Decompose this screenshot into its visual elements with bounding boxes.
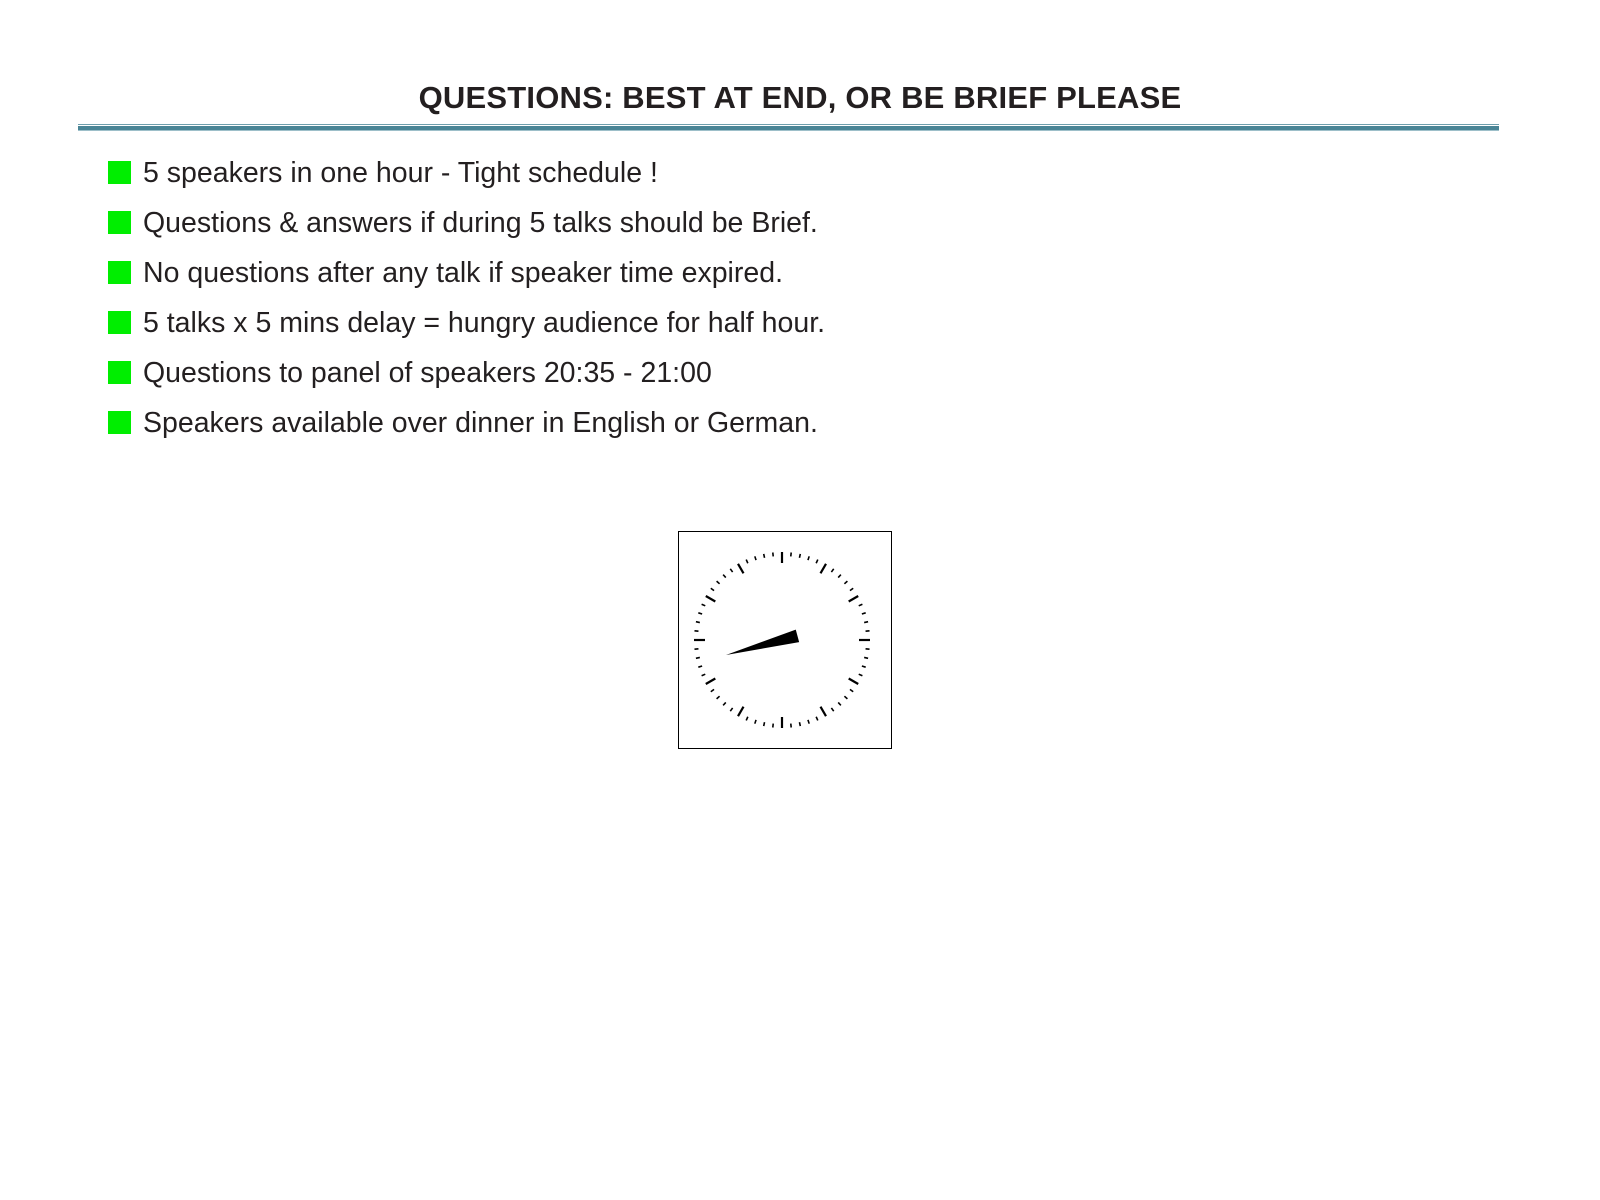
page-title: QUESTIONS: BEST AT END, OR BE BRIEF PLEASE xyxy=(418,80,1182,115)
square-bullet-icon xyxy=(108,261,131,284)
list-item xyxy=(108,152,1408,202)
square-bullet-icon xyxy=(108,211,131,234)
list-item xyxy=(108,202,1408,252)
list-item xyxy=(108,402,1408,452)
list-item-label: 5 speakers in one hour - Tight schedule ! xyxy=(143,157,658,189)
list-item xyxy=(108,352,1408,402)
list-item-label: Speakers available over dinner in English or German. xyxy=(143,407,818,439)
title-divider xyxy=(78,124,1499,131)
list-item-label: Questions to panel of speakers 20:35 - 21:00 xyxy=(143,357,712,389)
list-item-label: 5 talks x 5 mins delay = hungry audience for half hour. xyxy=(143,307,826,339)
square-bullet-icon xyxy=(108,311,131,334)
list-item xyxy=(108,252,1408,302)
list-item-label: No questions after any talk if speaker time expired. xyxy=(143,257,783,289)
bullet-list xyxy=(108,152,1408,452)
square-bullet-icon xyxy=(108,361,131,384)
divider-line-bottom xyxy=(78,130,1499,131)
list-item xyxy=(108,302,1408,352)
square-bullet-icon xyxy=(108,411,131,434)
clock-hand-icon xyxy=(726,630,799,655)
square-bullet-icon xyxy=(108,161,131,184)
analog-clock-image xyxy=(678,531,892,749)
list-item-label: Questions & answers if during 5 talks should be Brief. xyxy=(143,207,818,239)
clock-face-graphic xyxy=(679,532,890,747)
divider-line-top xyxy=(78,124,1499,125)
